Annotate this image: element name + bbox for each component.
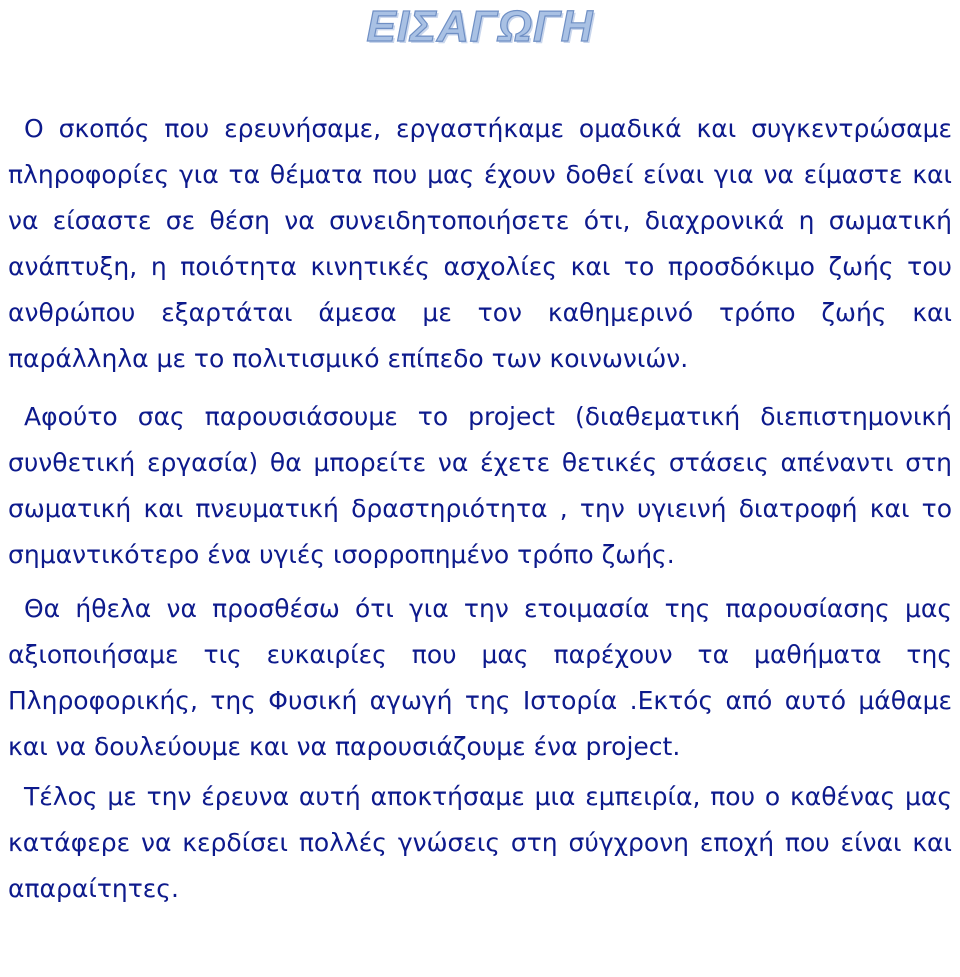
paragraph-conclusion: Τέλος με την έρευνα αυτή αποκτήσαμε μια εμπειρία, που ο καθένας μας κατάφερε να κερδίσει πολλές γνώσεις στη σύγχρονη εποχή που είναι και απαραίτητες. xyxy=(8,782,952,903)
paragraph-project: Αφούτο σας παρουσιάσουμε το project (διαθεματική διεπιστημονική συνθετική εργασία) θα μπορείτε να έχετε θετικές στάσεις απέναντι στη σωματική και πνευματική δραστηριότητα , την υγιεινή διατροφή και το σημαντικότερο ένα υγιές ισορροπημένο τρόπο ζωής. xyxy=(8,402,952,569)
paragraph-purpose: Ο σκοπός που ερευνήσαμε, εργαστήκαμε ομαδικά και συγκεντρώσαμε πληροφορίες για τα θέματα που μας έχουν δοθεί είναι για να είμαστε και να είσαστε σε θέση να συνειδητοποιήσετε ότι, διαχρονικά η σωματική ανάπτυξη, η ποιότητα κινητικές ασχολίες και το προσδόκιμο ζωής του ανθρώπου εξαρτάται άμεσα με τον καθημερινό τρόπο ζωής και παράλληλα με το πολιτισμικό επίπεδο των κοινωνιών. xyxy=(8,114,952,373)
page-title: ΕΙΣΑΓΩΓΗ xyxy=(366,2,594,51)
document-body xyxy=(8,106,952,912)
paragraph-courses: Θα ήθελα να προσθέσω ότι για την ετοιμασία της παρουσίασης μας αξιοποιήσαμε τις ευκαιρίες που μας παρέχουν τα μαθήματα της Πληροφορικής, της Φυσική αγωγή της Ιστορία .Εκτός από αυτό μάθαμε και να δουλεύουμε και να παρουσιάζουμε ένα project. xyxy=(8,594,952,761)
